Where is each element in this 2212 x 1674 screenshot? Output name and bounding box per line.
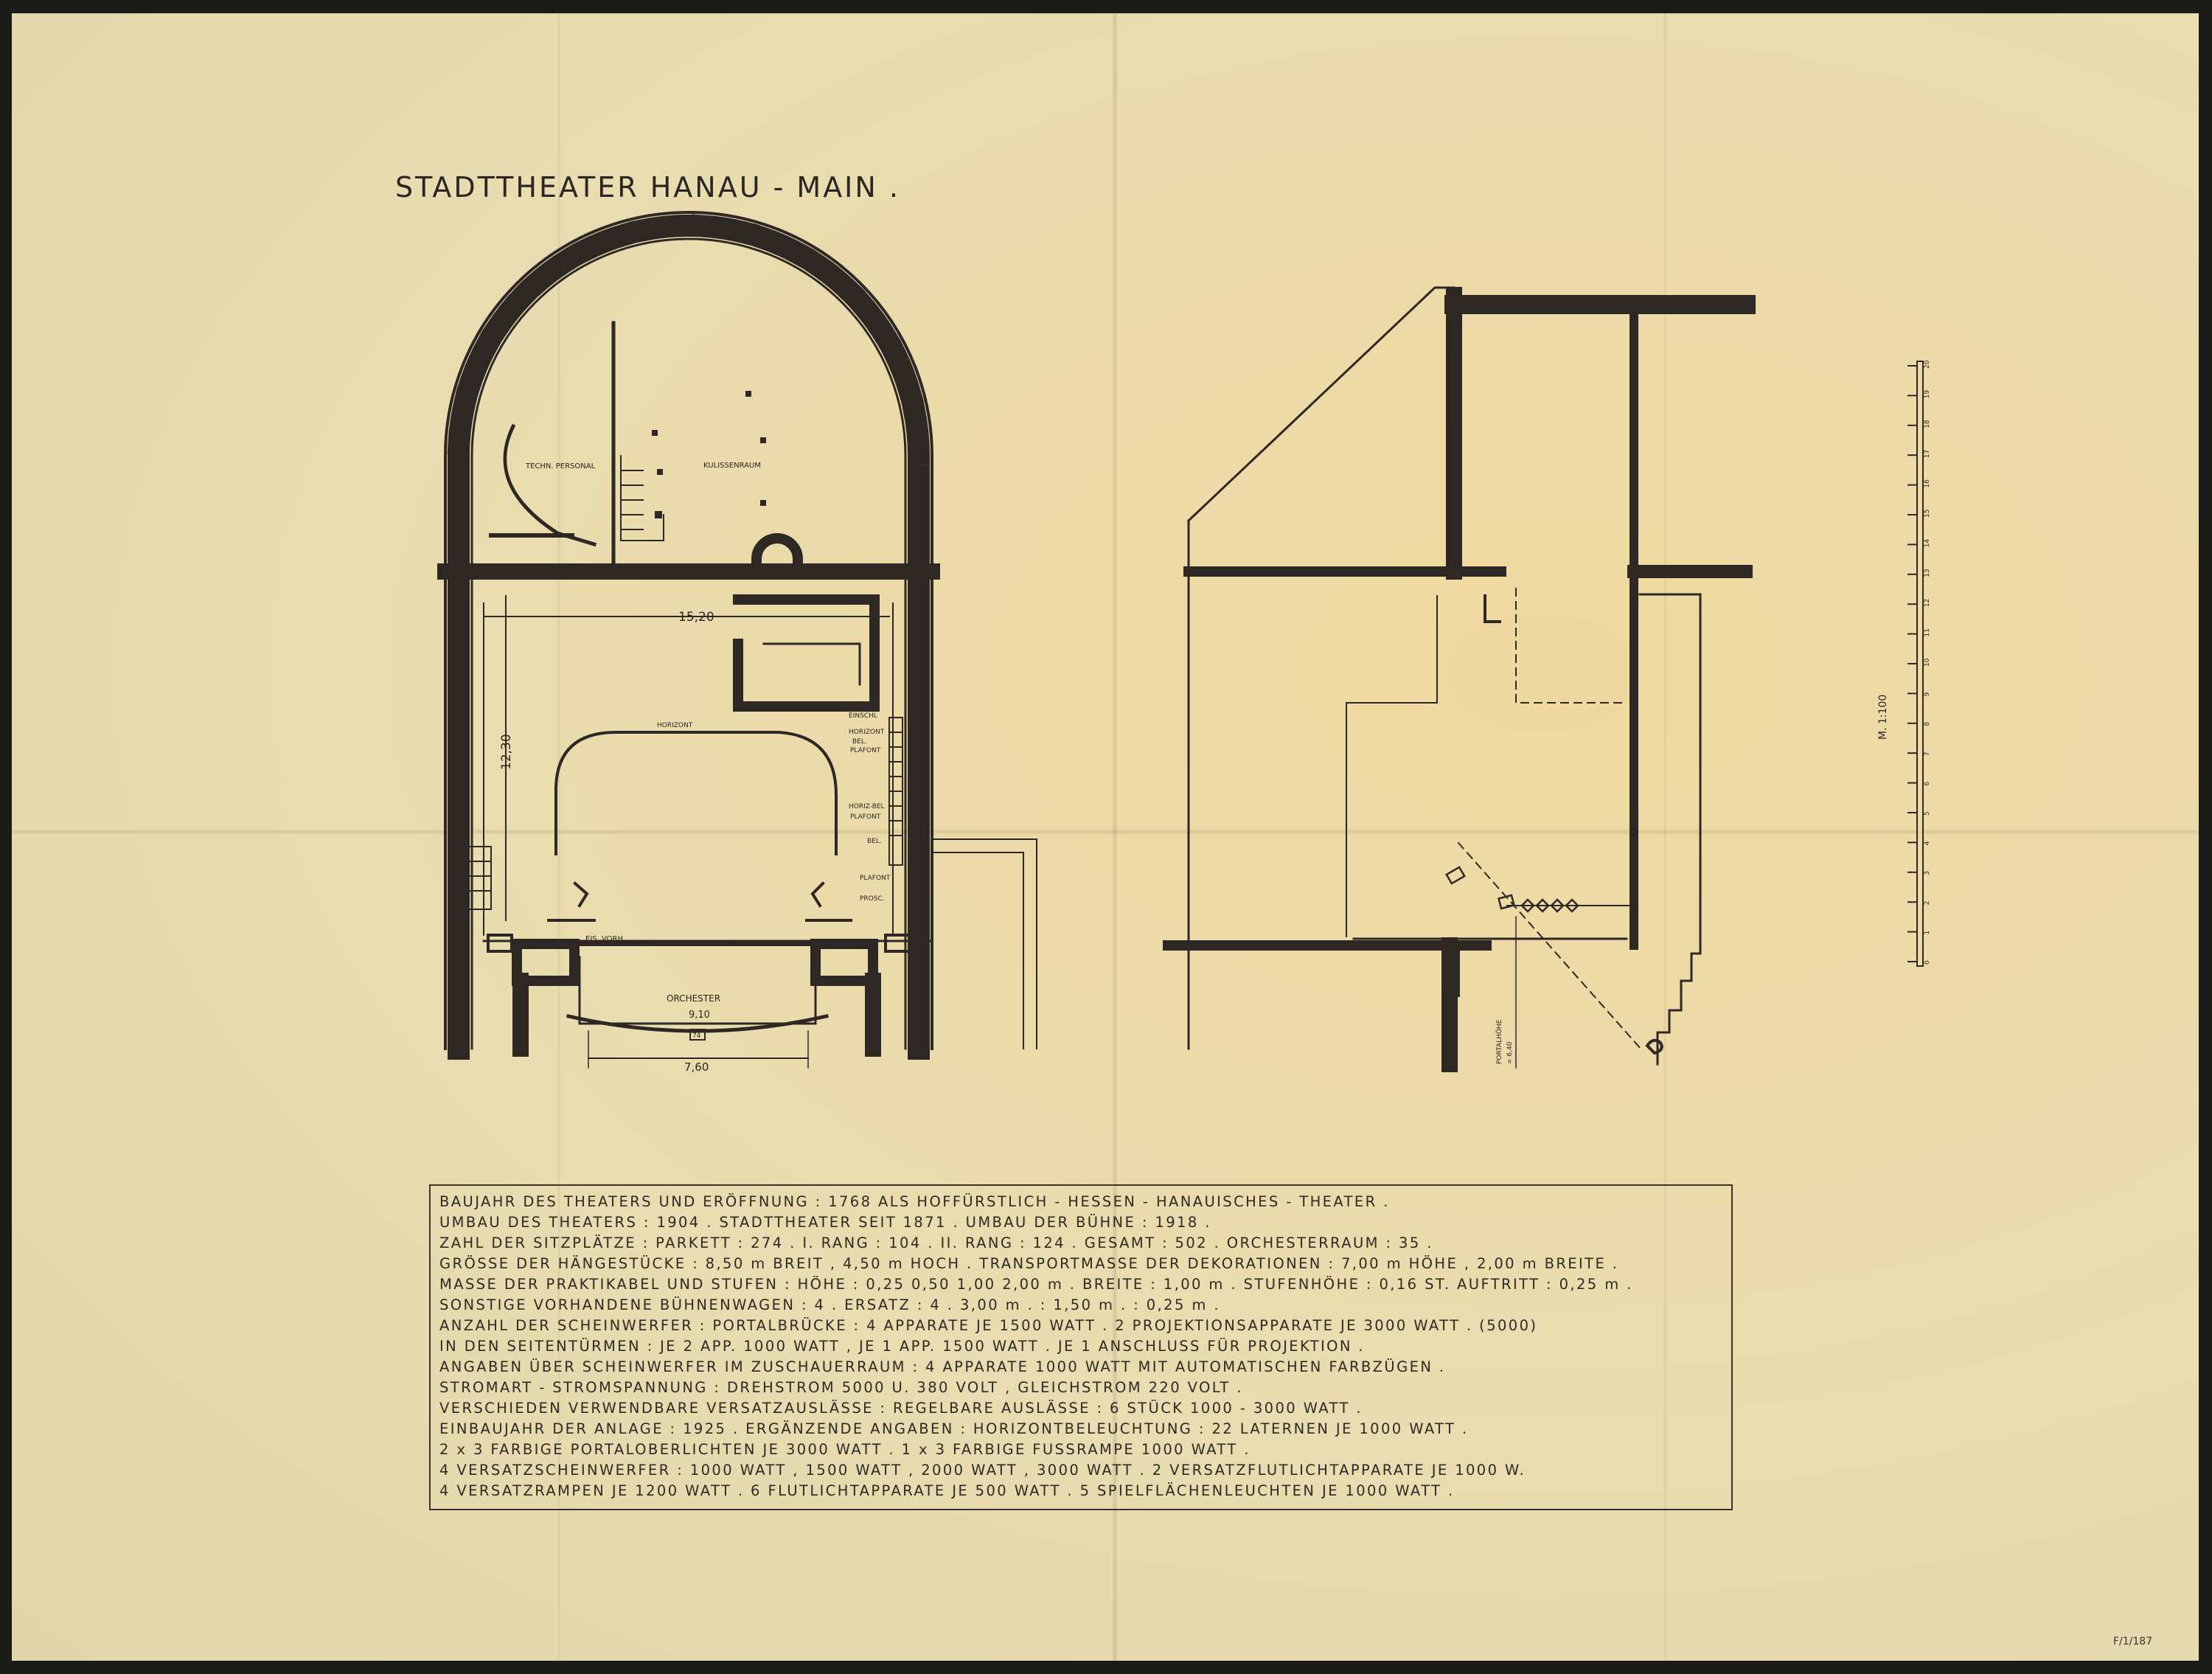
label-prosc: PROSC.: [860, 895, 885, 903]
label-bel-2: BEL.: [867, 838, 882, 845]
scale-tick-label: 16: [1924, 479, 1931, 488]
scale-tick-label: 20: [1924, 360, 1931, 369]
apse-outer-wall: [445, 212, 932, 1049]
spec-line: IN DEN SEITENTÜRMEN : JE 2 APP. 1000 WATT , JE 1 APP. 1500 WATT . JE 1 ANSCHLUSS FÜR PROJEKTION .: [439, 1338, 1366, 1355]
column-dots: [652, 391, 766, 518]
scale-tick-label: 3: [1924, 871, 1931, 875]
label-orchester: ORCHESTER: [667, 993, 721, 1004]
label-depth-dim: 12,30: [499, 734, 514, 770]
floor-plan: [445, 212, 1037, 1068]
scale-tick-label: 5: [1924, 811, 1931, 816]
scale-tick-label: 2: [1924, 900, 1931, 906]
spec-line: MASSE DER PRAKTIKABEL UND STUFEN : HÖHE : 0,25 0,50 1,00 2,00 m . BREITE : 1,00 m . STUFENHÖHE : 0,16 ST. AUFTRITT : 0,25 m .: [439, 1276, 1633, 1293]
spec-line: ANZAHL DER SCHEINWERFER : PORTALBRÜCKE : 4 APPARATE JE 1500 WATT . 2 PROJEKTIONSAPPARATE JE 3000 WATT . (5000): [439, 1317, 1538, 1334]
side-corridor: [932, 839, 1037, 1049]
label-bottom-dim: 7,60: [684, 1060, 709, 1074]
scale-tick-label: 19: [1924, 389, 1931, 399]
label-einschl: EINSCHL: [849, 712, 877, 720]
spec-line: UMBAU DES THEATERS : 1904 . STADTTHEATER SEIT 1871 . UMBAU DER BÜHNE : 1918 .: [439, 1214, 1211, 1231]
scale-tick-label: 15: [1924, 509, 1931, 518]
spec-line: VERSCHIEDEN VERWENDBARE VERSATZAUSLÄSSE : REGELBARE AUSLÄSSE : 6 STÜCK 1000 - 3000 WATT .: [439, 1400, 1363, 1417]
scale-tick-label: 14: [1924, 538, 1931, 548]
scale-tick-label: 18: [1924, 420, 1931, 428]
spec-line: ZAHL DER SITZPLÄTZE : PARKETT : 274 . I. RANG : 104 . II. RANG : 124 . GESAMT : 502 . ORCHESTERRAUM : 35 .: [439, 1234, 1433, 1251]
section-stepped-front: [1640, 594, 1700, 1064]
label-width-dim: 15,20: [678, 610, 714, 625]
scale-tick-label: 7: [1924, 751, 1931, 757]
stage-side-room: [738, 600, 874, 706]
label-eis-vorh: EIS. VORH.: [585, 935, 625, 943]
spec-line: 2 x 3 FARBIGE PORTALOBERLICHTEN JE 3000 WATT . 1 x 3 FARBIGE FUSSRAMPE 1000 WATT .: [439, 1441, 1251, 1458]
spec-line: 4 VERSATZRAMPEN JE 1200 WATT . 6 FLUTLICHTAPPARATE JE 500 WATT . 5 SPIELFLÄCHENLEUCHTEN JE 1000 WATT .: [439, 1482, 1455, 1499]
personnel-room-wall: [505, 426, 594, 544]
label-portalhoehe-value: = 6,40: [1506, 1041, 1514, 1064]
label-orchester-dim: 9,10: [689, 1010, 710, 1021]
label-portalhoehe: PORTALHÖHE: [1496, 1019, 1503, 1064]
scale-tick-label: 0: [1924, 960, 1931, 965]
drawing-title: STADTTHEATER HANAU - MAIN .: [395, 171, 900, 204]
label-plafont-2: PLAFONT: [850, 813, 881, 821]
label-plafont-1: PLAFONT: [850, 747, 881, 754]
label-horiz-bel: HORIZ-BEL: [849, 803, 885, 810]
spec-line: EINBAUJAHR DER ANLAGE : 1925 . ERGÄNZENDE ANGABEN : HORIZONTBELEUCHTUNG : 22 LATERNEN JE 1000 WATT .: [439, 1420, 1469, 1437]
label-kulissenraum: KULISSENRAUM: [703, 462, 761, 470]
scale-tick-label: 12: [1924, 598, 1931, 608]
scale-tick-label: 4: [1924, 841, 1931, 846]
drawing-sheet: [12, 13, 2199, 1661]
label-plafont-3: PLAFONT: [860, 875, 891, 882]
scale-tick-label: 17: [1924, 449, 1931, 459]
label-techn-personal: TECHN. PERSONAL: [526, 462, 596, 470]
stair-symbol: [621, 456, 664, 541]
scale-tick-label: 9: [1924, 692, 1931, 697]
scale-tick-label: 1: [1924, 930, 1931, 935]
scale-tick-label: 8: [1924, 722, 1931, 726]
spec-line: 4 VERSATZSCHEINWERFER : 1000 WATT , 1500 WATT , 2000 WATT , 3000 WATT . 2 VERSATZFLUTLICHTAPPARATE JE 1000 W.: [439, 1462, 1526, 1479]
label-horizont: HORIZONT: [657, 722, 693, 729]
scale-tick-label: 6: [1924, 781, 1931, 786]
specifications-box: [429, 1184, 1733, 1510]
spec-line: BAUJAHR DES THEATERS UND ERÖFFNUNG : 1768 ALS HOFFÜRSTLICH - HESSEN - HANAUISCHES - THEATER .: [439, 1193, 1390, 1210]
scale-bar: [1908, 360, 1931, 966]
label-box-marker: 74: [692, 1032, 701, 1040]
spec-line: ANGABEN ÜBER SCHEINWERFER IM ZUSCHAUERRAUM : 4 APPARATE 1000 WATT MIT AUTOMATISCHEN FARBZÜGEN .: [439, 1358, 1446, 1375]
fly-gallery-dashed: [1516, 588, 1624, 703]
section-stage-outline: [1346, 596, 1437, 937]
scale-tick-label: 10: [1924, 658, 1931, 667]
longitudinal-section: [1168, 288, 1746, 1068]
spec-line: SONSTIGE VORHANDENE BÜHNENWAGEN : 4 . ERSATZ : 4 . 3,00 m . : 1,50 m . : 0,25 m .: [439, 1296, 1220, 1313]
label-bel-1: BEL.: [852, 738, 867, 746]
horizont-curve: [556, 732, 836, 854]
catalog-mark: F/1/187: [2113, 1636, 2153, 1647]
apse-wall-band: [459, 226, 919, 1049]
section-roof: [1189, 288, 1454, 521]
scale-tick-label: 13: [1924, 569, 1931, 577]
label-scale: M. 1:100: [1877, 694, 1889, 740]
spec-line: GRÖSSE DER HÄNGESTÜCKE : 8,50 m BREIT , 4,50 m HOCH . TRANSPORTMASSE DER DEKORATIONEN : 7,00 m HÖHE , 2,00 m BREITE .: [439, 1255, 1619, 1272]
portal-block-right: [815, 944, 873, 981]
spotlight-row: [1447, 867, 1578, 911]
lighting-rack: [889, 718, 902, 865]
spec-line: STROMART - STROMSPANNUNG : DREHSTROM 5000 U. 380 VOLT , GLEICHSTROM 220 VOLT .: [439, 1379, 1243, 1396]
scale-tick-label: 11: [1924, 628, 1931, 637]
label-horizont-bel: HORIZONT: [849, 729, 885, 736]
